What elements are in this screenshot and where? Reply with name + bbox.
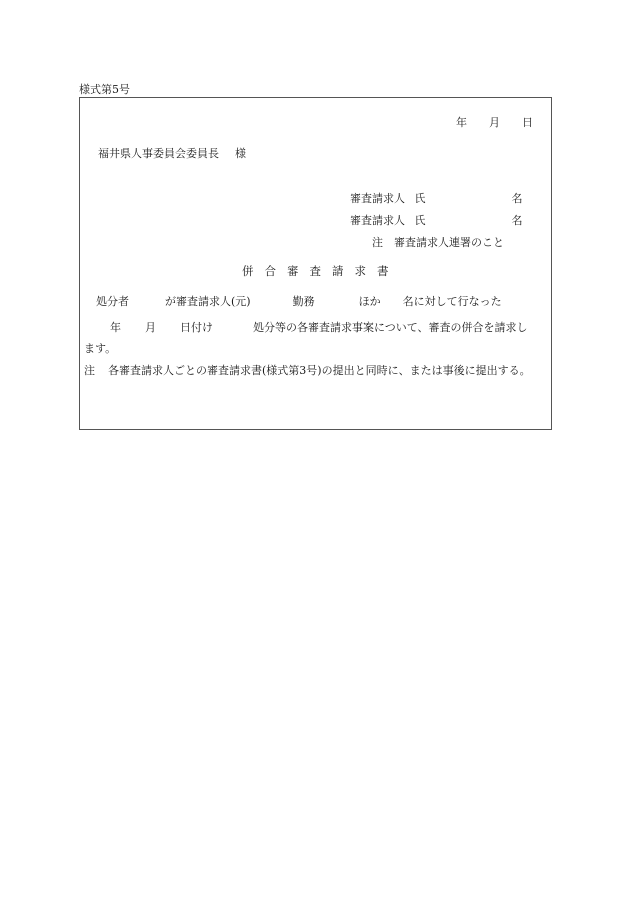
- footnote-text: 各審査請求人ごとの審査請求書(様式第3号)の提出と同時に、または事後に提出する。: [108, 364, 531, 377]
- requester-row-2: [350, 215, 523, 226]
- body-requester-former: が審査請求人(元): [165, 295, 251, 308]
- date-day-label: 日: [522, 116, 533, 129]
- body-others: ほか: [358, 295, 381, 308]
- body-count-suffix: 名に対して行なった: [402, 295, 502, 308]
- requester-row-1: [350, 193, 523, 204]
- body-line-3: ます。: [84, 342, 117, 355]
- body-line-2: [110, 322, 528, 333]
- addressee-honorific: 様: [235, 147, 246, 160]
- requester-note: [372, 237, 504, 248]
- body-month: 月: [145, 321, 156, 334]
- requester-name-suffix: 名: [511, 214, 523, 227]
- requester-label: 審査請求人: [350, 214, 405, 227]
- footnote-prefix: 注: [84, 364, 95, 377]
- note-prefix: 注: [372, 236, 383, 249]
- body-line-1: [96, 296, 502, 307]
- addressee: [98, 148, 246, 159]
- date-year-label: 年: [456, 116, 467, 129]
- body-year: 年: [110, 321, 121, 334]
- body-date: 日付け: [180, 321, 213, 334]
- requester-name-suffix: 名: [511, 192, 523, 205]
- date-row: [456, 117, 533, 128]
- form-frame: [79, 97, 552, 430]
- body-disposer: 処分者: [96, 295, 129, 308]
- document-title: 併合審査請求書: [242, 264, 400, 278]
- requester-label: 審査請求人: [350, 192, 405, 205]
- form-number: 様式第5号: [79, 83, 130, 96]
- footnote: [84, 365, 531, 376]
- requester-name-label: 氏: [414, 214, 426, 227]
- body-workplace: 勤務: [292, 295, 315, 308]
- requester-name-label: 氏: [414, 192, 426, 205]
- addressee-name: 福井県人事委員会委員長: [98, 147, 219, 160]
- body-disposition-request: 処分等の各審査請求事案について、審査の併合を請求し: [253, 321, 528, 334]
- note-text: 審査請求人連署のこと: [394, 236, 504, 249]
- date-month-label: 月: [489, 116, 500, 129]
